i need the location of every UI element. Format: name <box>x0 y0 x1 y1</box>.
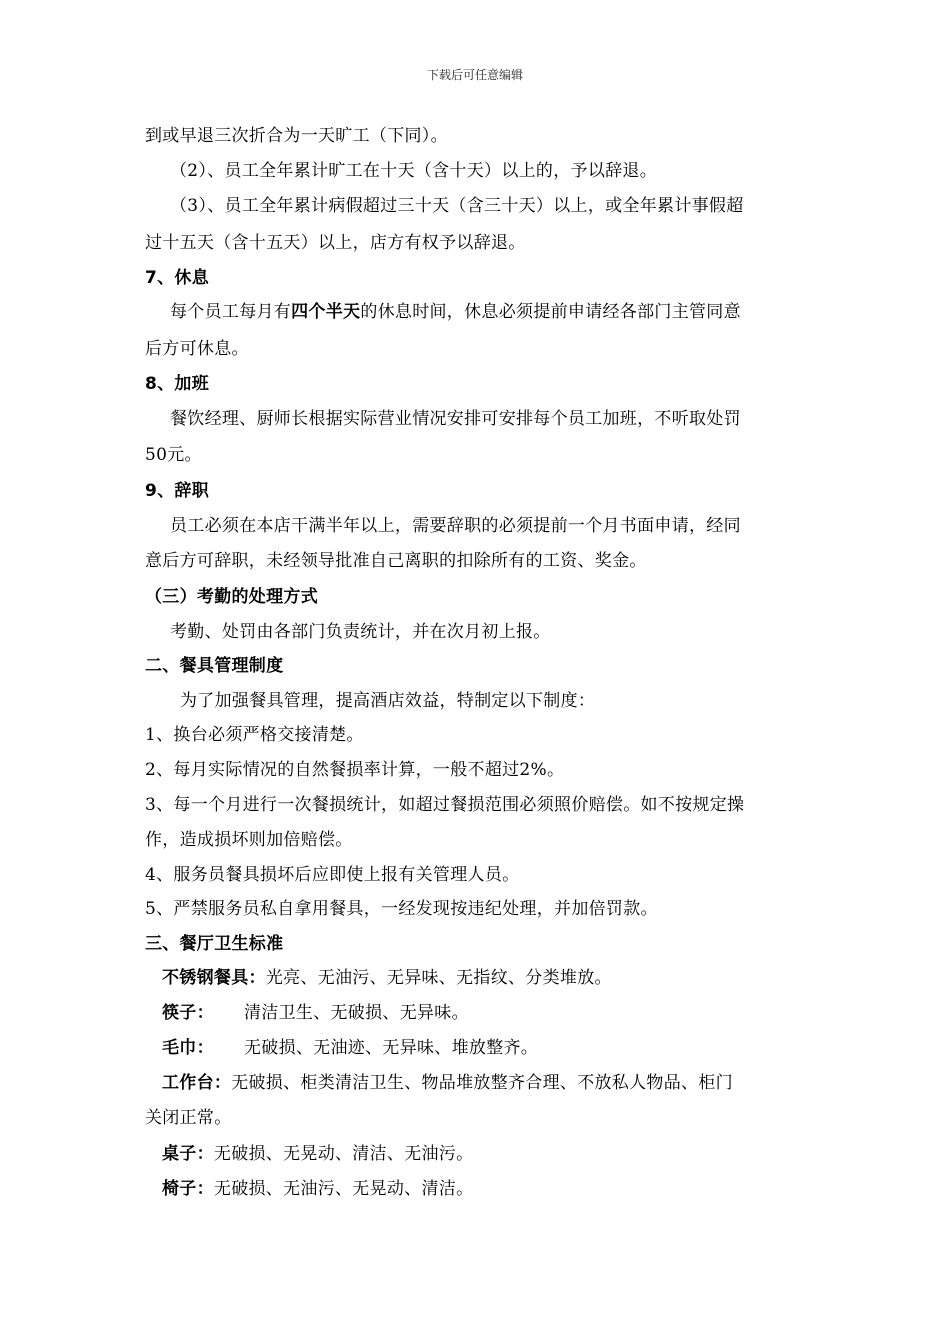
standard-text: 关闭正常。 <box>145 1108 232 1128</box>
section-heading: 7、休息 <box>145 268 210 288</box>
paragraph-line: 过十五天（含十五天）以上，店方有权予以辞退。 <box>145 233 526 253</box>
paragraph-line: （3）、员工全年累计病假超过三十天（含三十天）以上，或全年累计事假超 <box>170 196 744 216</box>
list-item: 1、换台必须严格交接清楚。 <box>145 725 364 745</box>
standard-text: 清洁卫生、无破损、无异味。 <box>244 1003 469 1023</box>
standard-text: 光亮、无油污、无异味、无指纹、分类堆放。 <box>265 968 612 988</box>
standard-item <box>162 1037 538 1059</box>
paragraph-line: 意后方可辞职，未经领导批准自己离职的扣除所有的工资、奖金。 <box>145 551 647 571</box>
standard-text: 无破损、无油迹、无异味、堆放整齐。 <box>244 1038 539 1058</box>
standard-text: 无破损、无晃动、清洁、无油污。 <box>213 1144 474 1164</box>
standard-item <box>145 1107 232 1129</box>
standard-item <box>162 1178 473 1200</box>
section-heading: 三、餐厅卫生标准 <box>145 934 284 954</box>
standard-label: 工作台： <box>162 1073 232 1093</box>
section-heading: （三）考勤的处理方式 <box>145 587 318 607</box>
bold-text: 四个半天 <box>291 302 361 322</box>
section-heading: 9、辞职 <box>145 481 210 501</box>
paragraph-line: 到或早退三次折合为一天旷工（下同）。 <box>145 126 448 146</box>
standard-item <box>162 1143 473 1165</box>
paragraph-line: 为了加强餐具管理，提高酒店效益，特制定以下制度： <box>180 691 596 711</box>
list-item: 3、每一个月进行一次餐损统计，如超过餐损范围必须照价赔偿。如不按规定操 <box>145 795 745 815</box>
paragraph-line: 考勤、处罚由各部门负责统计，并在次月初上报。 <box>170 622 551 642</box>
list-item: 作，造成损坏则加倍赔偿。 <box>145 830 353 850</box>
list-item: 2、每月实际情况的自然餐损率计算，一般不超过2%。 <box>145 760 565 780</box>
list-item: 5、严禁服务员私自拿用餐具，一经发现按违纪处理，并加倍罚款。 <box>145 899 658 919</box>
paragraph-line: 餐饮经理、厨师长根据实际营业情况安排可安排每个员工加班，不听取处罚 <box>170 409 741 429</box>
standard-label: 筷子： <box>162 1003 214 1023</box>
standard-item <box>162 1002 469 1024</box>
section-heading: 8、加班 <box>145 374 210 394</box>
paragraph-line: 员工必须在本店干满半年以上，需要辞职的必须提前一个月书面申请，经同 <box>170 516 741 536</box>
standard-label: 椅子： <box>162 1179 214 1199</box>
page-header: 下载后可任意编辑 <box>426 68 523 82</box>
standard-text: 无破损、无油污、无晃动、清洁。 <box>213 1179 474 1199</box>
section-heading: 二、餐具管理制度 <box>145 656 284 676</box>
text-span: 每个员工每月有 <box>170 302 292 322</box>
text-span: 的休息时间，休息必须提前申请经各部门主管同意 <box>360 302 741 322</box>
list-item: 4、服务员餐具损坏后应即使上报有关管理人员。 <box>145 865 520 885</box>
standard-label: 不锈钢餐具： <box>162 968 266 988</box>
paragraph-line: （2）、员工全年累计旷工在十天（含十天）以上的，予以辞退。 <box>170 161 658 181</box>
paragraph-line <box>170 301 741 323</box>
paragraph-line: 后方可休息。 <box>145 339 249 359</box>
standard-label: 毛巾： <box>162 1038 214 1058</box>
standard-label: 桌子： <box>162 1144 214 1164</box>
standard-text: 无破损、柜类清洁卫生、物品堆放整齐合理、不放私人物品、柜门 <box>231 1073 733 1093</box>
standard-item <box>162 967 612 989</box>
paragraph-line: 50元。 <box>145 445 202 465</box>
standard-item <box>162 1072 733 1094</box>
